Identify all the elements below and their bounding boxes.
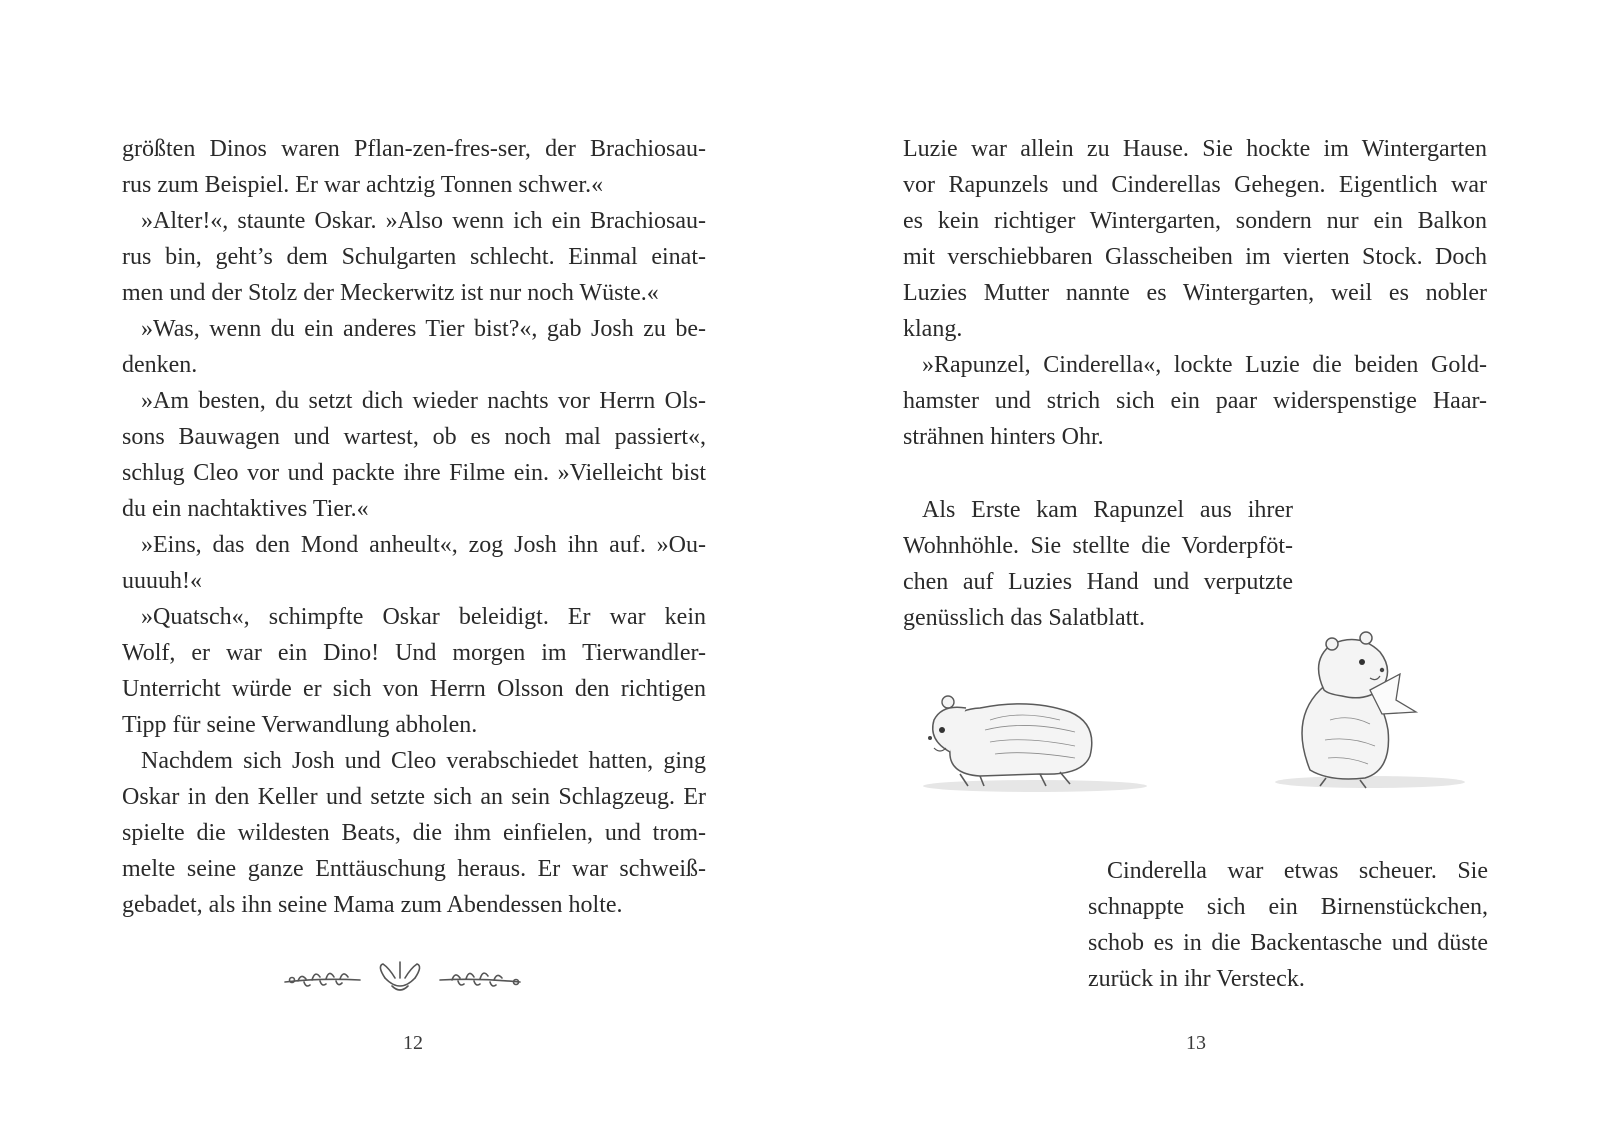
text-line: zurück in ihr Versteck. — [1088, 966, 1305, 992]
text-line: schnappte sich ein Birnenstückchen, — [1088, 894, 1488, 920]
right-page-text-top — [903, 131, 1487, 455]
text-line: men und der Stolz der Meckerwitz ist nur noch Wüste.« — [122, 280, 659, 306]
page-number-right: 13 — [1186, 1032, 1206, 1054]
text-line: denken. — [122, 352, 198, 378]
text-line: du ein nachtaktives Tier.« — [122, 496, 369, 522]
text-line: es kein richtiger Wintergarten, sondern nur ein Balkon — [903, 208, 1487, 234]
text-line: chen auf Luzies Hand und verputzte — [903, 569, 1293, 595]
text-line: »Alter!«, staunte Oskar. »Also wenn ich ein Brachiosau- — [141, 208, 706, 234]
hamster-walking-illustration — [920, 690, 1150, 800]
right-page-text-middle — [903, 492, 1293, 636]
page-number-left: 12 — [403, 1032, 423, 1054]
text-line: Als Erste kam Rapunzel aus ihrer — [922, 497, 1293, 523]
text-line: rus bin, geht’s dem Schulgarten schlecht. Einmal einat- — [122, 244, 706, 270]
text-line: Luzies Mutter nannte es Wintergarten, weil es nobler — [903, 280, 1487, 306]
text-line: sons Bauwagen und wartest, ob es noch mal passiert«, — [122, 424, 706, 450]
text-line: rus zum Beispiel. Er war achtzig Tonnen schwer.« — [122, 172, 604, 198]
text-line: Wohnhöhle. Sie stellte die Vorderpföt- — [903, 533, 1293, 559]
floral-ornament — [280, 960, 530, 1000]
text-line: »Am besten, du setzt dich wieder nachts vor Herrn Ols- — [141, 388, 706, 414]
text-line: spielte die wildesten Beats, die ihm einfielen, und trom- — [122, 820, 706, 846]
text-line: Cinderella war etwas scheuer. Sie — [1107, 858, 1488, 884]
text-line: Unterricht würde er sich von Herrn Olsson den richtigen — [122, 676, 706, 702]
text-line: mit verschiebbaren Glasscheiben im vierten Stock. Doch — [903, 244, 1487, 270]
text-line: »Was, wenn du ein anderes Tier bist?«, gab Josh zu be- — [141, 316, 706, 342]
text-line: melte seine ganze Enttäuschung heraus. Er war schweiß- — [122, 856, 706, 882]
text-line: hamster und strich sich ein paar widerspenstige Haar- — [903, 388, 1487, 414]
text-line: größten Dinos waren Pflan-zen-fres-ser, der Brachiosau- — [122, 136, 706, 162]
text-line: schob es in die Backentasche und düste — [1088, 930, 1488, 956]
text-line: vor Rapunzels und Cinderellas Gehegen. Eigentlich war — [903, 172, 1487, 198]
text-line: Nachdem sich Josh und Cleo verabschiedet hatten, ging — [141, 748, 706, 774]
text-line: Tipp für seine Verwandlung abholen. — [122, 712, 478, 738]
right-page — [800, 0, 1600, 1130]
text-line: klang. — [903, 316, 963, 342]
text-line: gebadet, als ihn seine Mama zum Abendessen holte. — [122, 892, 623, 918]
text-line: »Eins, das den Mond anheult«, zog Josh ihn auf. »Ou- — [141, 532, 706, 558]
text-line: »Quatsch«, schimpfte Oskar beleidigt. Er war kein — [141, 604, 706, 630]
text-line: Luzie war allein zu Hause. Sie hockte im Wintergarten — [903, 136, 1487, 162]
hamster-eating-illustration — [1270, 630, 1470, 800]
text-line: strähnen hinters Ohr. — [903, 424, 1104, 450]
right-page-text-bottom — [1088, 853, 1488, 997]
text-line: schlug Cleo vor und packte ihre Filme ein. »Vielleicht bist — [122, 460, 706, 486]
text-line: genüsslich das Salatblatt. — [903, 605, 1145, 631]
text-line: »Rapunzel, Cinderella«, lockte Luzie die beiden Gold- — [922, 352, 1487, 378]
left-page-text — [122, 131, 706, 923]
text-line: uuuuh!« — [122, 568, 202, 594]
text-line: Wolf, er war ein Dino! Und morgen im Tierwandler- — [122, 640, 706, 666]
text-line: Oskar in den Keller und setzte sich an sein Schlagzeug. Er — [122, 784, 706, 810]
